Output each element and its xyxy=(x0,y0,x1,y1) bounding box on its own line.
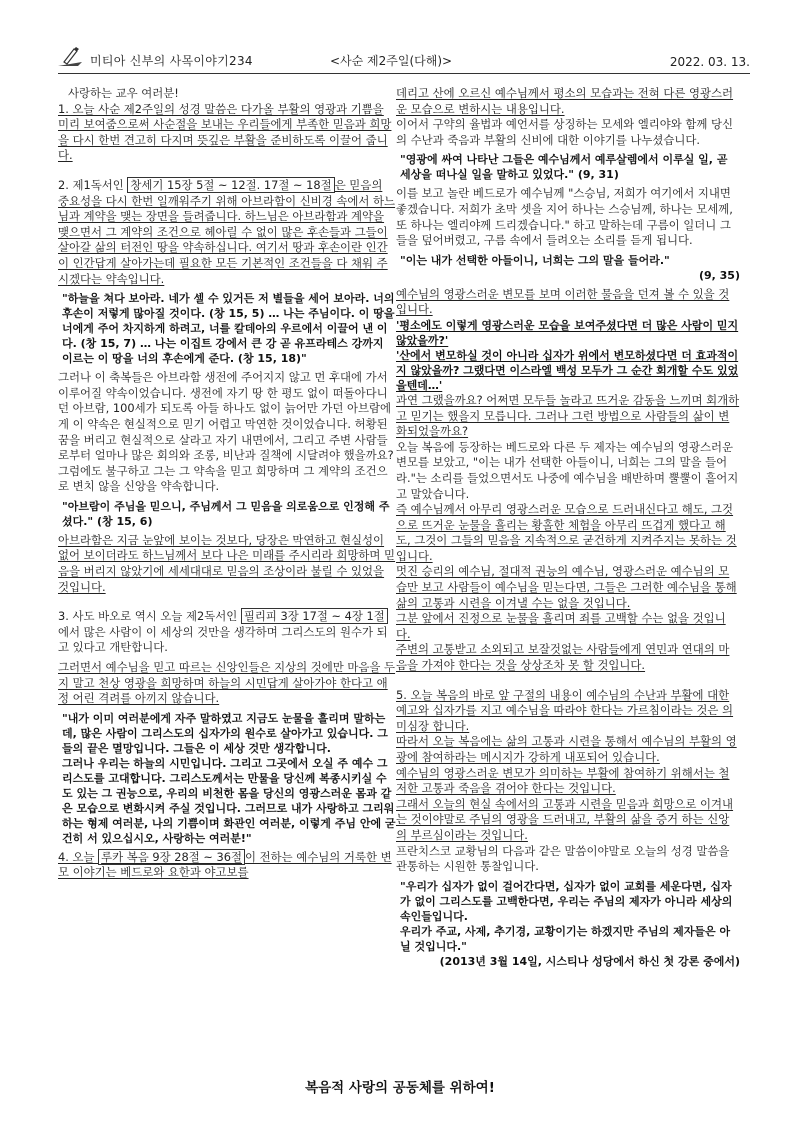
paragraph: 아브라함은 지금 눈앞에 보이는 것보다, 당장은 막연하고 현실성이 없어 보이더라도 하느님께서 보다 나은 미래를 주시리라 희망하며 믿음을 버리지 않았기에 세세대대로 믿음의 조상이라 불릴 수 있었을 것입니다. xyxy=(58,532,396,594)
papal-quote: "우리가 십자가 없이 걸어간다면, 십자가 없이 교회를 세운다면, 십자가 없이 그리스도를 고백한다면, 우리는 주님의 제자가 아니라 세상의 속인들입니다. xyxy=(400,879,733,923)
reflective-question: '평소에도 이렇게 영광스러운 모습을 보여주셨다면 더 많은 사람이 믿지 않았을까?' xyxy=(396,318,739,347)
quote-citation: (9, 35) xyxy=(698,268,740,282)
scripture-reference: 필리피 3장 17절 ~ 4장 1절 xyxy=(241,608,388,624)
paragraph: 즉 예수님께서 아무리 영광스러운 모습으로 드러내신다고 해도, 그것으로 뜨거운 눈물을 흘리는 황홀한 체험을 아무리 뜨겁게 했다고 해도, 그것이 그들의 믿음을 지속적으로 굳건하게 지켜주지는 못하는 것입니다. xyxy=(396,502,737,563)
paragraph: 예수님의 영광스러운 변모가 의미하는 부활에 참여하기 위해서는 철저한 고통과 죽음을 겪어야 한다는 것입니다. xyxy=(396,765,730,796)
left-column xyxy=(58,86,396,885)
writing-pen-icon xyxy=(56,46,86,70)
issue-date: 2022. 03. 13. xyxy=(669,55,750,69)
paragraph: 이를 보고 놀란 베드로가 예수님께 "스승님, 저희가 여기에서 지내면 좋겠습니다. 저희가 초막 셋을 지어 하나는 스승님께, 하나는 모세께, 또 하나는 엘리야께 드리겠습니다." 하고 말하는데 구름이 일더니 그들을 덮어버렸고, 구름 속에서 들려오는 소리를 듣게 됩니다. xyxy=(396,186,733,248)
right-column xyxy=(396,86,740,973)
papal-quote: 우리가 주교, 사제, 추기경, 교황이기는 하겠지만 주님의 제자들은 아닐 것입니다." xyxy=(400,924,731,953)
paragraph: 오늘 복음에 등장하는 베드로와 다른 두 제자는 예수님의 영광스러운 변모를 보았고, "이는 내가 선택한 아들이니, 너희는 그의 말을 들어라."는 소리를 들었으면서도 나중에 예수님을 배반하며 뿔뿔이 흩어지고 말았습니다. xyxy=(396,439,739,501)
scripture-quote: 그러나 우리는 하늘의 시민입니다. 그리고 그곳에서 오실 주 예수 그리스도를 고대합니다. 그리스도께서는 만물을 당신께 복종시키실 수도 있는 그 권능으로, 우리의 비천한 몸을 당신의 영광스러운 몸과 같은 모습으로 변화시켜 주실 것입니다. 그러므로 내가 사랑하고 그리워하는 형제 여러분, 나의 기쁨이며 화관인 여러분, 이렇게 주님 안에 굳건히 서 있으십시오, 사랑하는 여러분!" xyxy=(62,756,396,845)
greeting: 사랑하는 교우 여러분! xyxy=(68,86,179,100)
reflective-question: '산에서 변모하실 것이 아니라 십자가 위에서 변모하셨다면 더 효과적이지 않았을까? 그랬다면 이스라엘 백성 모두가 그 순간 회개할 수도 있었을텐데…' xyxy=(396,348,739,392)
paragraph: 데리고 산에 오르신 예수님께서 평소의 모습과는 전혀 다른 영광스러운 모습으로 변하시는 내용입니다. xyxy=(396,86,734,116)
scripture-quote: "이는 내가 선택한 아들이니, 너희는 그의 말을 들어라." xyxy=(400,253,670,267)
paragraph: 주변의 고통받고 소외되고 보잘것없는 사람들에게 연민과 연대의 마음을 가져야 한다는 것을 상상조차 못 할 것입니다. xyxy=(396,642,730,673)
scripture-quote: "하늘을 쳐다 보아라. 네가 셀 수 있거든 저 별들을 세어 보아라. 너의 후손이 저렇게 많아질 것이다. (창 15, 5) … 나는 주님이다. 이 땅을 너에게 주어 차지하게 하려고, 너를 칼데아의 우르에서 이끌어 낸 이다. (창 15, 7) … 나는 이집트 강에서 큰 강 곧 유프라테스 강까지 이르는 이 땅을 너의 후손에게 준다. (창 15, 18)" xyxy=(62,292,395,366)
paragraph: 3. 사도 바오로 역시 오늘 제2독서인 필리피 3장 17절 ~ 4장 1절 에서 많은 사람이 이 세상의 것만을 생각하며 그리스도의 원수가 되고 있다고 개탄합니다. xyxy=(58,609,388,655)
paragraph: 따라서 오늘 복음에는 삶의 고통과 시련을 통해서 예수님의 부활의 영광에 참여하라는 메시지가 강하게 내포되어 있습니다. xyxy=(396,734,737,764)
paragraph: 멋진 승리의 예수님, 절대적 권능의 예수님, 영광스러운 예수님의 모습만 보고 사람들이 예수님을 믿는다면, 그들은 그러한 예수님을 통해 삶의 고통과 시련을 이겨낼 수는 없을 것입니다. xyxy=(396,564,737,610)
paragraph: 그러나 이 축복들은 아브라함 생전에 주어지지 않고 먼 후대에 가서 이루어질 약속이었습니다. 생전에 자기 땅 한 평도 없이 떠돌아다니던 아브람, 100세가 되도록 아들 하나도 없이 늙어만 가던 아브람에게 이 약속은 현실적으로 믿기 어렵고 막연한 것이었습니다. 허황된 꿈을 버리고 현실적으로 살라고 자기 내면에서, 그리고 주변 사람들로부터 얼마나 많은 회의와 조롱, 비난과 질책에 시달려야 했을까요? xyxy=(58,370,394,463)
scripture-reference: 창세기 15장 5절 ~ 12절. 17절 ~ 18절 xyxy=(127,177,334,193)
bulletin-title: 미티아 신부의 사목이야기234 xyxy=(90,54,253,68)
paragraph: 이어서 구약의 율법과 예언서를 상징하는 모세와 엘리야와 함께 당신의 수난과 죽음과 부활의 신비에 대한 이야기를 나누셨습니다. xyxy=(396,117,734,147)
paragraph: 그럼에도 불구하고 그는 그 약속을 믿고 희망하며 그 계약의 조건으로 변치 않을 신앙을 약속합니다. xyxy=(58,463,388,494)
paragraph: 예수님의 영광스러운 변모를 보며 이러한 물음을 던져 볼 수 있을 것입니다. xyxy=(396,286,730,317)
page-header xyxy=(58,48,750,74)
scripture-quote: "영광에 싸여 나타난 그들은 예수님께서 예루살렘에서 이루실 일, 곧 세상을 떠나실 일을 말하고 있었다." (9, 31) xyxy=(400,153,728,182)
paragraph: 과연 그랬을까요? 어쩌면 모두들 놀라고 뜨거운 감동을 느끼며 회개하고 믿기는 했을지 모릅니다. 그러나 그런 방법으로 사람들의 삶이 변화되었을까요? xyxy=(396,392,740,439)
scripture-quote: "내가 이미 여러분에게 자주 말하였고 지금도 눈물을 흘리며 말하는데, 많은 사람이 그리스도의 십자가의 원수로 살아가고 있습니다. 그들의 끝은 멸망입니다. 그들은 이 세상 것만 생각합니다. xyxy=(62,711,388,755)
paragraph: 그러면서 예수님을 믿고 따르는 신앙인들은 지상의 것에만 마음을 두지 말고 천상 영광을 희망하며 하늘의 시민답게 살아가야 한다고 애정 어린 격려를 아끼지 않습니다. xyxy=(58,660,396,706)
paragraph: 프란치스코 교황님의 다음과 같은 말씀이야말로 오늘의 성경 말씀을 관통하는 시원한 통찰입니다. xyxy=(396,843,730,874)
footer-motto: 복음적 사랑의 공동체를 위하여! xyxy=(305,1080,495,1096)
paragraph: 4. 오늘 루카 복음 9장 28절 ~ 36절 이 전하는 예수님의 거룩한 변모 이야기는 베드로와 요한과 야고보를 xyxy=(58,849,392,880)
paragraph: 그래서 오늘의 현실 속에서의 고통과 시련을 믿음과 희망으로 이겨내는 것이야말로 주님의 영광을 드러내고, 부활의 삶을 증거 하는 신앙의 부르심이라는 것입니다. xyxy=(396,796,734,842)
liturgical-season: <사순 제2주일(다해)> xyxy=(330,54,453,68)
paragraph: 5. 오늘 복음의 바로 앞 구절의 내용이 예수님의 수난과 부활에 대한 예고와 십자가를 지고 예수님을 따라야 한다는 가르침이라는 것은 의미심장 합니다. xyxy=(396,687,734,733)
scripture-quote: "아브람이 주님을 믿으니, 주님께서 그 믿음을 의로움으로 인정해 주셨다." (창 15, 6) xyxy=(62,499,390,528)
paragraph: 2. 제1독서인 창세기 15장 5절 ~ 12절. 17절 ~ 18절 은 믿음의 중요성을 다시 한번 일깨워주기 위해 아브라함이 신비경 속에서 하느님과 계약을 맺는 장면을 들려줍니다. 하느님은 아브라함과 계약을 맺으면서 그 계약의 조건으로 헤아릴 수 없이 많은 후손들과 그들이 살아갈 삶의 터전인 땅을 약속하십니다. 여기서 땅과 후손이란 인간이 인간답게 살아가는데 필요한 모든 기본적인 조건들을 다 채워 주시겠다는 약속입니다. xyxy=(58,177,396,286)
quote-citation: (2013년 3월 14일, 시스티나 성당에서 하신 첫 강론 중에서) xyxy=(439,954,740,968)
paragraph: 그분 앞에서 진정으로 눈물을 흘리며 죄를 고백할 수는 없을 것입니다. xyxy=(396,611,726,641)
paragraph: 1. 오늘 사순 제2주일의 성경 말씀은 다가올 부활의 영광과 기쁨을 미리 보여줌으로써 사순절을 보내는 우리들에게 부족한 믿음과 희망을 다시 한번 견고히 다지며 뜻깊은 부활을 준비하도록 이끌어 줍니다. xyxy=(58,101,392,163)
scripture-reference: 루카 복음 9장 28절 ~ 36절 xyxy=(98,849,245,865)
